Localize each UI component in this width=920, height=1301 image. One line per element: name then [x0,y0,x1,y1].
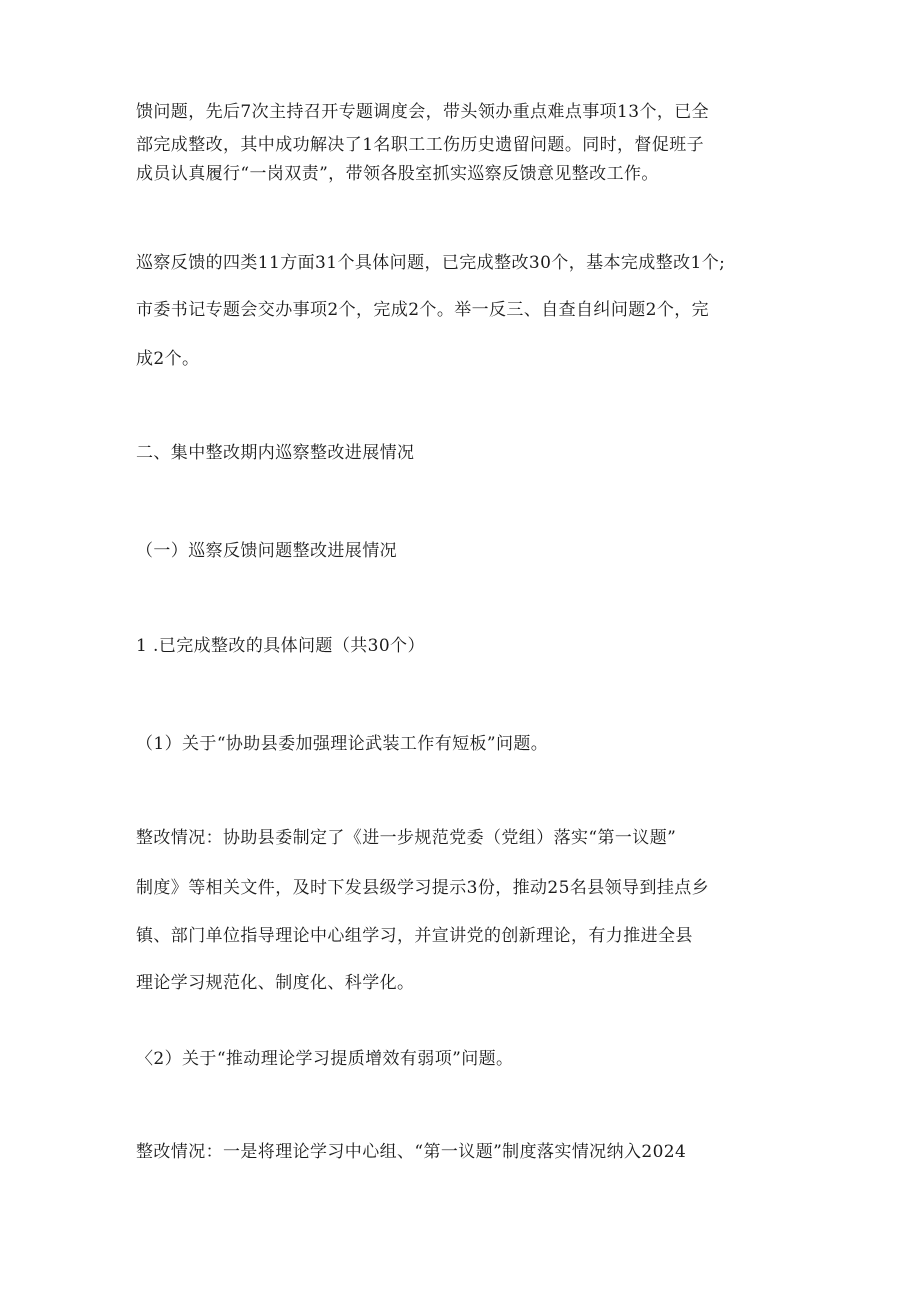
paragraph-2-line-3: 成2个。 [136,349,200,369]
issue-1-detail-line-1: 整改情况：协助县委制定了《进一步规范党委（党组）落实“第一议题” [136,828,677,848]
paragraph-1-line-2: 部完成整改，其中成功解决了1名职工工伤历史遗留问题。同时，督促班子 [136,135,705,155]
issue-2-title: 〈2）关于“推动理论学习提质增效有弱项”问题。 [136,1049,514,1069]
paragraph-1-line-3: 成员认真履行“一岗双责”，带领各股室抓实巡察反馈意见整改工作。 [136,164,659,184]
issue-1-detail-line-4: 理论学习规范化、制度化、科学化。 [136,973,415,993]
subsection-heading: （一）巡察反馈问题整改进展情况 [136,541,397,561]
paragraph-2-line-1: 巡察反馈的四类11方面31个具体问题，已完成整改30个，基本完成整改1个; [136,253,726,273]
issue-1-detail-line-2: 制度》等相关文件，及时下发县级学习提示3份，推动25名县领导到挂点乡 [136,878,710,898]
paragraph-2-line-2: 市委书记专题会交办事项2个，完成2个。举一反三、自查自纠问题2个，完 [136,300,710,320]
item-heading: 1 .已完成整改的具体问题（共30个） [136,636,425,656]
issue-2-detail-line-1: 整改情况：一是将理论学习中心组、“第一议题”制度落实情况纳入2024 [136,1142,687,1162]
issue-1-title: （1）关于“协助县委加强理论武装工作有短板”问题。 [136,734,549,754]
paragraph-1-line-1: 馈问题，先后7次主持召开专题调度会，带头领办重点难点事项13个，已全 [136,102,710,122]
issue-1-detail-line-3: 镇、部门单位指导理论中心组学习，并宣讲党的创新理论，有力推进全县 [136,926,693,946]
section-heading: 二、集中整改期内巡察整改进展情况 [136,443,415,463]
